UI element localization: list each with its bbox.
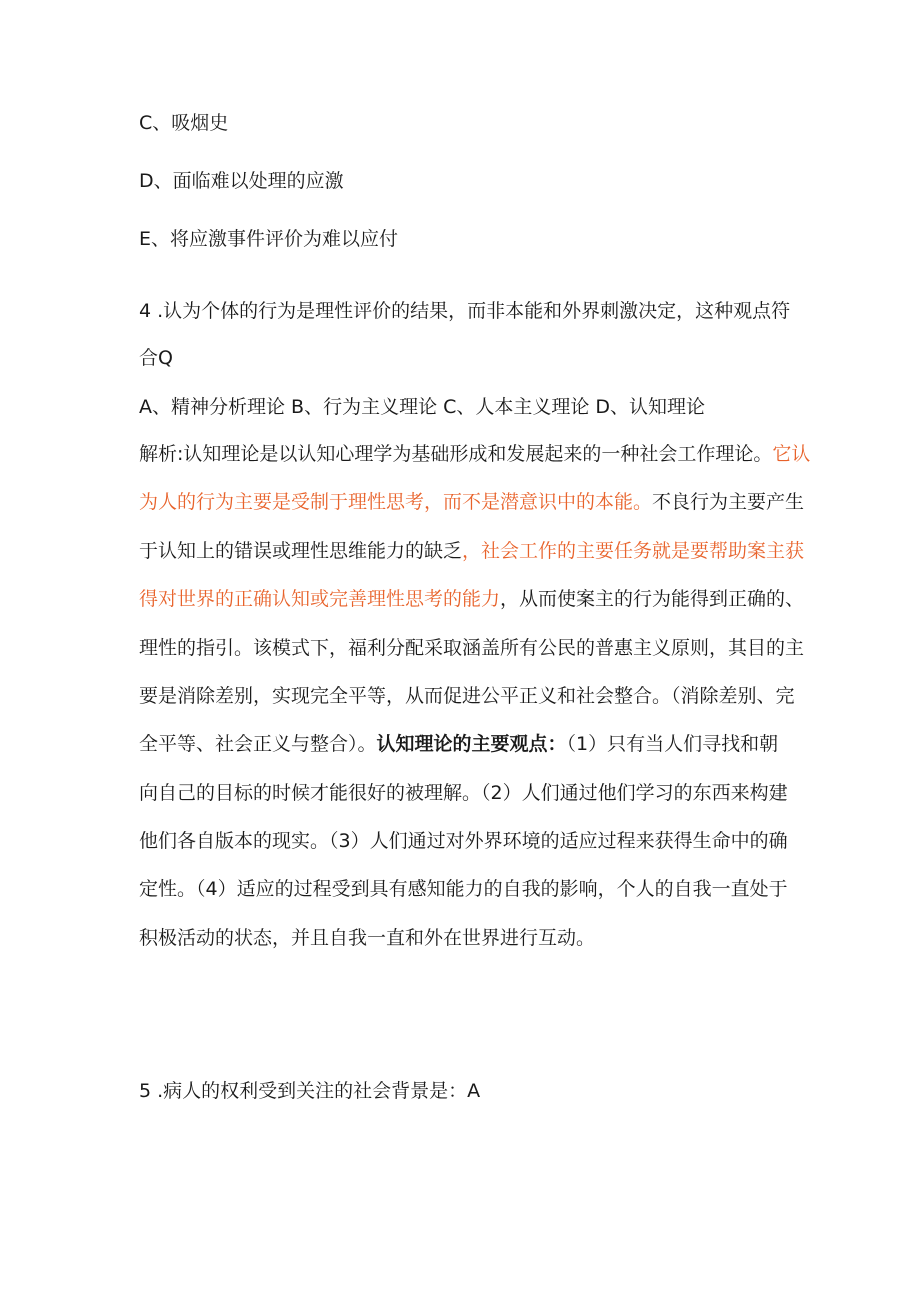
- q4-analysis-line-11: 积极活动的状态，并且自我一直和外在世界进行互动。: [139, 927, 596, 949]
- analysis-highlight: ，社会工作的主要任务就是要帮助案主获: [462, 540, 805, 562]
- q4-analysis-line-3: [139, 539, 804, 563]
- q4-stem-line-1: 4 .认为个体的行为是理性评价的结果，而非本能和外界刺激决定，这种观点符: [139, 300, 791, 322]
- analysis-highlight: 它认: [772, 443, 811, 465]
- q4-options: A、精神分析理论 B、行为主义理论 C、人本主义理论 D、认知理论: [139, 396, 706, 418]
- q5-stem: 5 .病人的权利受到关注的社会背景是：A: [139, 1080, 481, 1102]
- analysis-text: 全平等、社会正义与整合）。: [139, 733, 377, 755]
- analysis-text: 于认知上的错误或理性思维能力的缺乏: [139, 540, 463, 562]
- q4-analysis-line-8: 向自己的目标的时候才能很好的被理解。（2）人们通过他们学习的东西来构建: [139, 782, 788, 804]
- q4-analysis-line-5: 理性的指引。该模式下，福利分配采取涵盖所有公民的普惠主义原则，其目的主: [139, 637, 805, 659]
- q3-option-c: C、吸烟史: [139, 112, 229, 134]
- analysis-highlight: 得对世界的正确认知或完善理性思考的能力: [139, 588, 501, 610]
- q4-analysis-line-1: [139, 442, 810, 466]
- q4-analysis-line-4: [139, 587, 804, 611]
- q4-analysis-line-9: 他们各自版本的现实。（3）人们通过对外界环境的适应过程来获得生命中的确: [139, 830, 788, 852]
- q4-stem-line-2: 合Q: [139, 347, 173, 369]
- q4-analysis-line-2: [139, 490, 804, 514]
- q3-option-d: D、面临难以处理的应激: [139, 170, 344, 192]
- analysis-text: ，从而使案主的行为能得到正确的、: [500, 588, 805, 610]
- analysis-text: （1）只有当人们寻找和朝: [566, 733, 779, 755]
- analysis-text: 不良行为主要产生: [652, 491, 805, 513]
- analysis-text: 解析:认知理论是以认知心理学为基础形成和发展起来的一种社会工作理论。: [139, 443, 773, 465]
- q4-analysis-line-10: 定性。（4）适应的过程受到具有感知能力的自我的影响，个人的自我一直处于: [139, 878, 788, 900]
- q4-analysis-line-7: [139, 732, 778, 756]
- q3-option-e: E、将应激事件评价为难以应付: [139, 228, 399, 250]
- analysis-bold-heading: 认知理论的主要观点：: [376, 733, 567, 755]
- analysis-highlight: 为人的行为主要是受制于理性思考，而不是潜意识中的本能。: [139, 491, 653, 513]
- q4-analysis-line-6: 要是消除差别，实现完全平等，从而促进公平正义和社会整合。（消除差别、完: [139, 685, 795, 707]
